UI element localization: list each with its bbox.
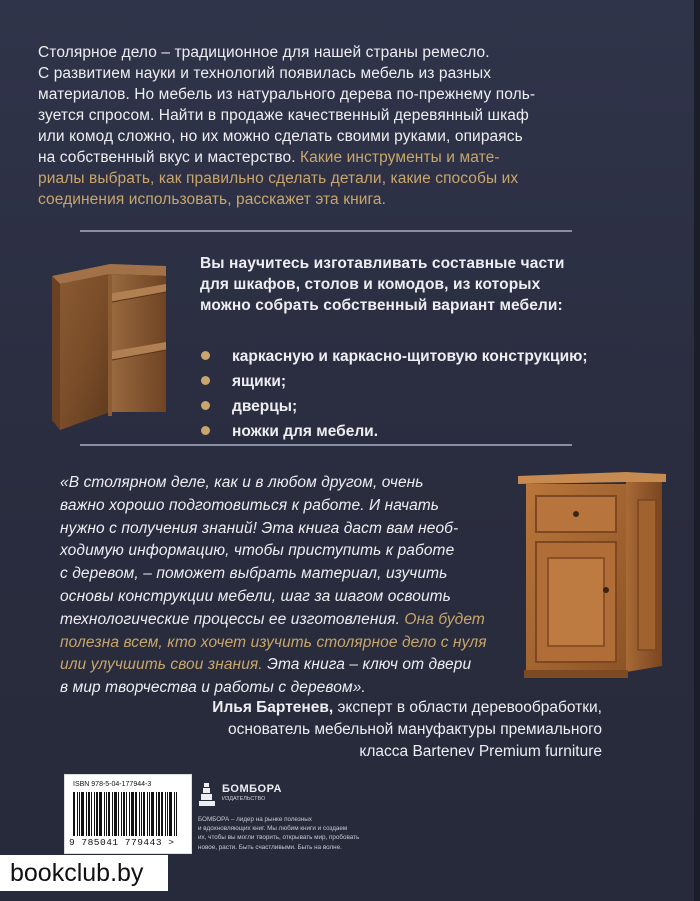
learn-line: Вы научитесь изготавливать составные части: [200, 255, 565, 272]
author-line: основатель мебельной мануфактуры премиального: [228, 721, 602, 738]
author-role: эксперт в области деревообработки,: [333, 699, 602, 716]
intro-line-highlight: соединения использовать, расскажет эта книга.: [38, 191, 387, 208]
author-line: [212, 697, 602, 719]
quote-text-white: технологические процессы ее изготовления.: [60, 610, 405, 628]
publisher-subtitle: ИЗДАТЕЛЬСТВО: [222, 796, 266, 802]
barcode-bar: [158, 792, 160, 836]
bullet-dot-icon: [201, 376, 210, 385]
barcode-bar: [112, 792, 113, 836]
barcode-bar: [81, 792, 84, 836]
barcode-bar: [91, 792, 92, 836]
barcode-bar: [135, 792, 137, 836]
publisher-desc-line: БОМБОРА – лидер на рынке полезных: [198, 816, 312, 823]
barcode-bar: [174, 792, 175, 836]
barcode-bar: [79, 792, 80, 836]
isbn-text: ISBN 978-5-04-177944-3: [73, 781, 152, 788]
publisher-desc-line: и вдохновляющих книг. Мы любим книги и создаем: [198, 825, 348, 833]
barcode-icon: [73, 792, 183, 836]
learn-line: для шкафов, столов и комодов, из которых: [200, 276, 541, 293]
barcode-bar: [141, 792, 142, 836]
intro-text-white: на собственный вкус и мастерство.: [38, 149, 301, 166]
quote-text-highlight: Она будет: [404, 610, 485, 628]
barcode-bar: [156, 792, 157, 836]
list-item: [200, 395, 600, 420]
barcode-bar: [118, 792, 119, 836]
quote-line: ходимую информацию, чтобы приступить к работе: [60, 542, 455, 560]
barcode-bar: [131, 792, 134, 836]
site-watermark: [0, 855, 168, 891]
bullet-dot-icon: [201, 401, 210, 410]
list-item: [200, 420, 600, 445]
barcode-bar: [149, 792, 150, 836]
barcode-bar: [161, 792, 163, 836]
intro-line: [38, 147, 598, 168]
barcode-bar: [77, 792, 78, 836]
nightstand-illustration: [516, 470, 668, 680]
quote-line: [60, 609, 520, 632]
divider: [80, 444, 572, 446]
author-line: класса Bartenev Premium furniture: [359, 743, 602, 760]
list-item-text: ящики;: [232, 373, 287, 390]
barcode-bar: [147, 792, 148, 836]
site-name: bookclub.by: [10, 859, 144, 887]
publisher-name: БОМБОРА: [222, 783, 282, 795]
quote-line-highlight: полезна всем, кто хочет изучить столярное дело с нуля: [60, 633, 487, 651]
quote-line: [60, 654, 520, 677]
barcode-bar: [121, 792, 122, 836]
barcode-bar: [176, 792, 177, 836]
quote-line: основы конструкции мебели, шаг за шагом освоить: [60, 587, 451, 605]
barcode-bar: [151, 792, 154, 836]
list-item: [200, 345, 600, 370]
barcode-bar: [123, 792, 125, 836]
barcode-bar: [129, 792, 130, 836]
quote-block: [60, 472, 520, 700]
barcode-bar: [96, 792, 98, 836]
barcode-bar: [73, 792, 75, 836]
bullet-dot-icon: [201, 351, 210, 360]
intro-line: зуется спросом. Найти в продаже качественный деревянный шкаф: [38, 107, 529, 124]
bullet-list: [200, 345, 600, 445]
list-item: [200, 370, 600, 395]
intro-line: Столярное дело – традиционное для нашей страны ремесло.: [38, 44, 490, 61]
barcode-bar: [94, 792, 95, 836]
barcode-bar: [104, 792, 105, 836]
divider: [80, 230, 572, 232]
barcode-bar: [167, 792, 168, 836]
bullet-dot-icon: [201, 426, 210, 435]
list-item-text: каркасную и каркасно-щитовую конструкцию;: [232, 348, 588, 365]
intro-paragraph: [38, 42, 598, 210]
list-item-text: ножки для мебели.: [232, 423, 379, 440]
barcode-bar: [126, 792, 127, 836]
barcode-bar: [106, 792, 107, 836]
barcode-bar: [99, 792, 102, 836]
author-attribution: [212, 697, 602, 763]
publisher-desc-line: новое, расти. Быть счастливыми. Быть на волне.: [198, 843, 342, 851]
barcode-bar: [88, 792, 90, 836]
barcode-bar: [114, 792, 117, 836]
quote-text-highlight: или улучшить свои знания.: [60, 656, 263, 674]
barcode-bar: [86, 792, 87, 836]
barcode-bar: [139, 792, 140, 836]
intro-line: материалов. Но мебель из натурального дерева по-прежнему поль-: [38, 86, 536, 103]
barcode-bar: [108, 792, 110, 836]
cover-edge: [694, 0, 700, 901]
barcode-bar: [165, 792, 166, 836]
quote-line: «В столярном деле, как и в любом другом, очень: [60, 474, 424, 491]
learn-line: можно собрать собственный вариант мебели:: [200, 297, 563, 314]
quote-line: нужно с получения знаний! Эта книга даст вам необ-: [60, 519, 459, 537]
publisher-description: [198, 815, 388, 852]
barcode-bar: [169, 792, 172, 836]
barcode-digits: 9 785041 779443 >: [69, 837, 175, 848]
barcode-label: [64, 774, 192, 854]
bookshelf-illustration: [50, 262, 168, 432]
list-item-text: дверцы;: [232, 398, 298, 415]
publisher-desc-line: их, чтобы вы могли творить, открывать мир, пробовать: [198, 834, 360, 842]
quote-line: в мир творчества и работы с деревом».: [60, 679, 366, 697]
intro-line: или комод сложно, но их можно сделать своими руками, опираясь: [38, 128, 523, 145]
bombora-logo-icon: [198, 781, 218, 807]
author-name: Илья Бартенев,: [212, 699, 334, 716]
quote-line: важно хорошо подготовиться к работе. И начать: [60, 496, 440, 514]
intro-line-highlight: риалы выбрать, как правильно сделать детали, какие способы их: [38, 170, 519, 187]
learn-heading: [200, 253, 580, 316]
barcode-bar: [143, 792, 145, 836]
quote-line: с деревом, – поможет выбрать материал, изучить: [60, 565, 448, 583]
intro-text-highlight: Какие инструменты и мате-: [300, 149, 500, 166]
intro-line: С развитием науки и технологий появилась мебель из разных: [38, 65, 492, 82]
quote-text-white: Эта книга – ключ от двери: [262, 656, 472, 674]
